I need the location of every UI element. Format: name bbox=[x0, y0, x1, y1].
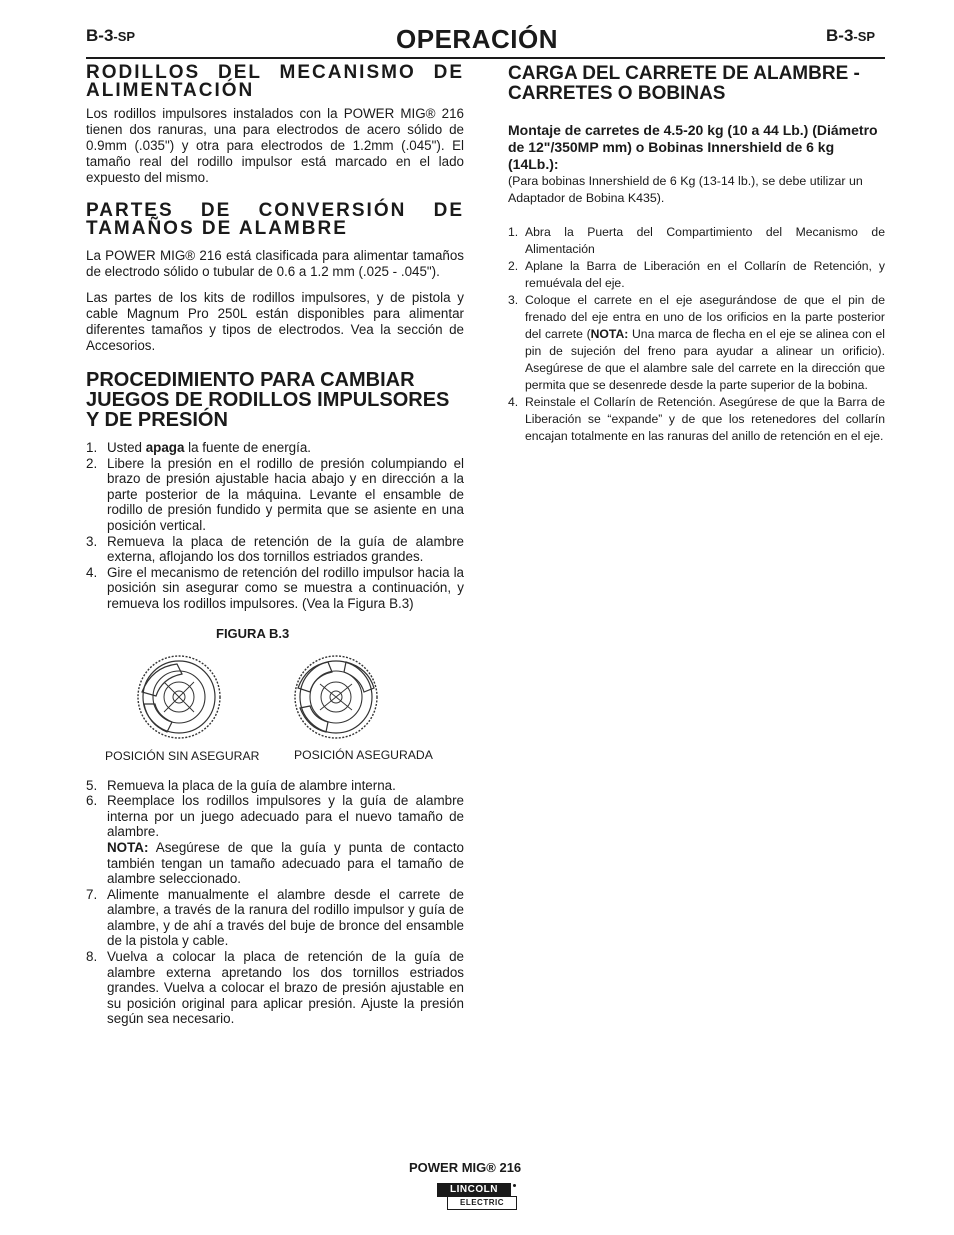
figure-title: FIGURA B.3 bbox=[216, 625, 290, 641]
registered-mark-icon bbox=[513, 1184, 516, 1187]
footer-model-name: POWER MIG® 216 bbox=[409, 1160, 522, 1175]
page-code-suffix: -SP bbox=[853, 29, 876, 44]
step-text: Gire el mecanismo de retención del rodillo impulsor hacia la posición sin asegurar como se muestra a continuación, y remueva los rodillos impulsores. (Vea la Figura B.3) bbox=[107, 564, 464, 611]
page-title: OPERACIÓN bbox=[396, 24, 558, 54]
lincoln-electric-logo bbox=[437, 1183, 517, 1209]
step-number: 3. bbox=[508, 293, 519, 307]
conversion-paragraph-1: La POWER MIG® 216 está clasificada para alimentar tamaños de electrodo sólido o tubular de 0.6 a 1.2 mm (.025 - .045"). bbox=[86, 248, 464, 279]
step-number: 4. bbox=[508, 395, 519, 409]
step-number: 8. bbox=[86, 949, 98, 965]
conversion-paragraph-2: Las partes de los kits de rodillos impulsores, y de pistola y cable Magnum Pro 250L están disponibles para alimentar diferentes tamaños y tipos de electrodos. Vea la sección de Accesorios. bbox=[86, 290, 464, 353]
logo-bottom-text: ELECTRIC bbox=[447, 1196, 517, 1210]
section-title-conversion-parts: PARTES DE CONVERSIÓN DE TAMAÑOS DE ALAMBRE bbox=[86, 200, 464, 239]
step-number: 7. bbox=[86, 886, 98, 902]
list-item bbox=[86, 949, 464, 1027]
list-item bbox=[86, 440, 464, 456]
section-title-procedure: PROCEDIMIENTO PARA CAMBIAR JUEGOS DE RODILLOS IMPULSORES Y DE PRESIÓN bbox=[86, 369, 450, 431]
step-text: Aplane la Barra de Liberación en el Collarín de Retención, y remuévala del eje. bbox=[525, 259, 885, 290]
list-item bbox=[86, 456, 464, 534]
locked-drive-roll-illustration bbox=[284, 652, 394, 746]
list-item bbox=[86, 778, 464, 794]
page-code-right bbox=[826, 26, 875, 46]
spool-loading-steps bbox=[508, 224, 885, 445]
list-item bbox=[86, 565, 464, 612]
step-text: Abra la Puerta del Compartimiento del Mecanismo de Alimentación bbox=[525, 225, 885, 256]
spool-mount-subheading: Montaje de carretes de 4.5-20 kg (10 a 44 Lb.) (Diámetro de 12"/350MP mm) o Bobinas Innershield de 6 kg (14Lb.): bbox=[508, 122, 878, 172]
page-code-suffix: -SP bbox=[113, 29, 136, 44]
logo-top-text: LINCOLN bbox=[437, 1183, 511, 1197]
page-code-text: B-3 bbox=[86, 26, 114, 45]
step-number: 2. bbox=[86, 455, 98, 471]
note-label: NOTA: bbox=[590, 327, 629, 341]
unlocked-drive-roll-illustration bbox=[122, 652, 232, 746]
section-title-feed-rolls: RODILLOS DEL MECANISMO DE ALIMENTACIÓN bbox=[86, 62, 464, 101]
note-text: Asegúrese de que la guía y punta de contacto también tengan un tamaño adecuado para el tamaño de alambre seleccionado. bbox=[107, 839, 464, 887]
step-text: Una marca de flecha en el eje se alinea con el pin de sujeción del freno para ayudar a alinear un orificio). Asegúrese de que el alambre sale del carrete en la dirección que permita que se desenrede desde la parte superior de la bobina. bbox=[525, 327, 885, 392]
figure-b3 bbox=[86, 626, 464, 778]
left-column bbox=[86, 64, 464, 1027]
list-item bbox=[508, 224, 885, 258]
list-item bbox=[508, 292, 885, 394]
step-text: Remueva la placa de la guía de alambre interna. bbox=[107, 777, 396, 793]
right-column bbox=[508, 64, 885, 445]
step-text: Libere la presión en el rodillo de presión columpiando el brazo de presión ajustable hacia abajo y en dirección a la parte posterior de la máquina. Levante el ensamble de rodillo de presión fundido y permita que se asiente en una posición vertical. bbox=[107, 455, 464, 533]
figure-caption-locked: POSICIÓN ASEGURADA bbox=[294, 747, 433, 762]
step-number: 6. bbox=[86, 793, 98, 809]
step-text: Reinstale el Collarín de Retención. Asegúrese de que la Barra de Liberación se “expande” y de que los retenedores del collarín encajan totalmente en las ranuras del anillo de retención en el eje. bbox=[525, 395, 885, 443]
list-item bbox=[508, 394, 885, 445]
list-item bbox=[86, 793, 464, 887]
feed-rolls-body: Los rodillos impulsores instalados con la POWER MIG® 216 tienen dos ranuras, una para electrodos de acero sólido de 0.9mm (.035") y otra para electrodos de 1.2mm (.045"). El tamaño real del rodillo impulsor está marcado en el lado expuesto del mismo. bbox=[86, 106, 464, 185]
step-text: Usted bbox=[107, 440, 142, 455]
list-item bbox=[508, 258, 885, 292]
list-item bbox=[86, 534, 464, 565]
step-number: 1. bbox=[508, 225, 519, 239]
page-code-text: B-3 bbox=[826, 26, 854, 45]
step-number: 2. bbox=[508, 259, 519, 273]
step-text: Vuelva a colocar la placa de retención de la guía de alambre externa apretando los dos tornillos estriados grandes. Vuelva a colocar el brazo de presión ajustable en su posición original para aplicar presión. Ajuste la presión según sea necesario. bbox=[107, 949, 464, 1027]
step-text: la fuente de energía. bbox=[188, 440, 311, 455]
procedure-steps-a bbox=[86, 440, 464, 612]
header-rule bbox=[86, 57, 885, 59]
step-number: 3. bbox=[86, 533, 98, 549]
procedure-steps-b bbox=[86, 778, 464, 1028]
step-text: Coloque el carrete en el eje asegurándose de que el pin de frenado del eje entra en uno de los orificios en la parte posterior del carrete ( bbox=[525, 293, 885, 341]
step-number: 1. bbox=[86, 440, 98, 455]
step-bold-text: apaga bbox=[145, 440, 185, 455]
step-number: 4. bbox=[86, 564, 98, 580]
spool-adapter-note: (Para bobinas Innershield de 6 Kg (13-14 lb.), se debe utilizar un Adaptador de Bobina K435). bbox=[508, 174, 863, 205]
figure-caption-unlocked: POSICIÓN SIN ASEGURAR bbox=[105, 748, 260, 763]
step-text: Remueva la placa de retención de la guía de alambre externa, aflojando los dos tornillos estriados grandes. bbox=[107, 533, 464, 565]
step-text: Reemplace los rodillos impulsores y la guía de alambre interna por un juego adecuado para el nuevo tamaño de alambre. bbox=[107, 793, 464, 840]
list-item bbox=[86, 887, 464, 949]
step-text: Alimente manualmente el alambre desde el carrete de alambre, a través de la ranura del rodillo impulsor y guía de alambre, y de ahí a través del buje de bronce del ensamble de la pistola y cable. bbox=[107, 886, 464, 949]
section-title-spool-loading: CARGA DEL CARRETE DE ALAMBRE - CARRETES O BOBINAS bbox=[508, 63, 860, 104]
step-number: 5. bbox=[86, 777, 98, 793]
note-label: NOTA: bbox=[107, 839, 149, 855]
